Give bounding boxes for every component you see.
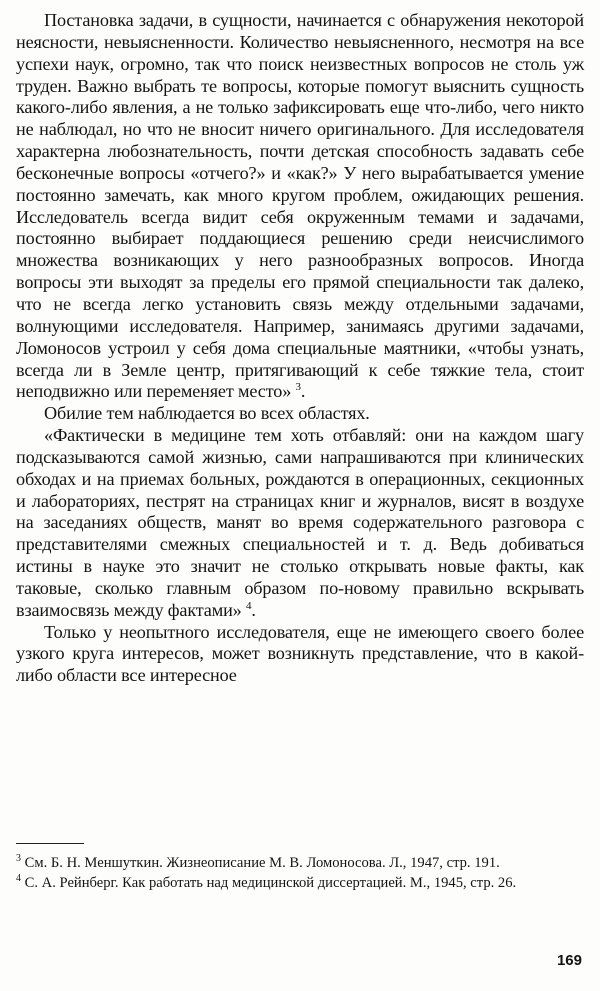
paragraph: Обилие тем наблюдается во всех областях. — [44, 403, 370, 424]
main-text — [16, 10, 584, 687]
footnote-reference: 4 — [246, 599, 252, 612]
footnote-text: С. А. Рейнберг. Как работать над медицинской диссертацией. М., 1945, стр. 26. — [24, 875, 517, 891]
paragraph-text: Постановка задачи, в сущности, начинается с обнаружения некоторой неясности, невыясненности. Количество невыясненного, несмотря на все успехи наук, огромно, так что поиск неизвестных вопросов не столь уж труден. Важно выбрать те вопросы, которые помогут выяснить сущность какого-либо явления, а не только зафиксировать еще что-либо, чего никто не наблюдал, но что не вносит ничего оригинального. Для исследователя характерна любознательность, почти детская способность задавать себе бесконечные вопросы «отчего?» и «как?» У него вырабатывается умение постоянно замечать, как много кругом проблем, ожидающих решения. Исследователь всегда видит себя окруженным темами и задачами, постоянно выбирает поддающиеся решению среди неисчислимого множества возникающих у него разнообразных вопросов. Иногда вопросы эти выходят за пределы его прямой специальности так далеко, что не всегда легко установить связь между отдельными задачами, волнующими исследователя. Например, занимаясь другими задачами, Ломоносов устроил у себя дома специальные маятники, «чтобы узнать, всегда ли в Земле центр, притягивающий к себе тяжкие тела, стоит неподвижно или переменяет место» — [16, 10, 584, 402]
paragraph: Постановка задачи, в сущности, начинается с обнаружения некоторой неясности, невыясненности. Количество невыясненного, несмотря на все успехи наук, огромно, так что поиск неизвестных вопросов не столь уж труден. Важно выбрать те вопросы, которые помогут выяснить сущность какого-либо явления, а не только зафиксировать еще что-либо, чего никто не наблюдал, но что не вносит ничего оригинального. Для исследователя характерна любознательность, почти детская способность задавать себе бесконечные вопросы «отчего?» и «как?» У него вырабатывается умение постоянно замечать, как много кругом проблем, ожидающих решения. Исследователь всегда видит себя окруженным темами и задачами, постоянно выбирает поддающиеся решению среди неисчислимого множества возникающих у него разнообразных вопросов. Иногда вопросы эти выходят за пределы его прямой специальности так далеко, что не всегда легко установить связь между отдельными задачами, волнующими исследователя. Например, занимаясь другими задачами, Ломоносов устроил у себя дома специальные маятники, «чтобы узнать, всегда ли в Земле центр, притягивающий к себе тяжкие тела, стоит неподвижно или переменяет место» $^3$. — [16, 10, 584, 402]
footnote-text: См. Б. Н. Меншуткин. Жизнеописание М. В. Ломоносова. Л., 1947, стр. 191. — [24, 855, 500, 871]
footnote-separator — [16, 843, 84, 844]
paragraph: Только у неопытного исследователя, еще не имеющего своего более узкого круга интересов, может возникнуть представление, что в какой-либо области все интересное — [16, 621, 584, 686]
paragraph-text: «Фактически в медицине тем хоть отбавляй: они на каждом шагу подсказываются самой жизнью, сами напрашиваются при клинических обходах и на приемах больных, рождаются в операционных, секционных и лабораториях, пестрят на страницах книг и журналов, висят в воздухе на заседаниях обществ, манят во время содержательного разговора с представителями смежных специальностей и т. д. Ведь добиваться истины в науке это значит не столько открывать новые факты, как таковые, сколько главным образом по-новому правильно вскрывать взаимосвязь между фактами» — [16, 425, 584, 620]
footnote-marker: 3 — [16, 853, 21, 865]
footnote-marker: 4 — [16, 873, 21, 885]
footnote — [16, 874, 584, 893]
footnote-reference: 3 — [295, 381, 301, 394]
page-number: 169 — [556, 952, 582, 969]
footnotes — [16, 854, 584, 894]
footnote — [16, 854, 584, 873]
paragraph: «Фактически в медицине тем хоть отбавляй: они на каждом шагу подсказываются самой жизнью, сами напрашиваются при клинических обходах и на приемах больных, рождаются в операционных, секционных и лабораториях, пестрят на страницах книг и журналов, висят в воздухе на заседаниях обществ, манят во время содержательного разговора с представителями смежных специальностей и т. д. Ведь добиваться истины в науке это значит не столько открывать новые факты, как таковые, сколько главным образом по-новому правильно вскрывать взаимосвязь между фактами» $^4$. — [16, 425, 584, 620]
